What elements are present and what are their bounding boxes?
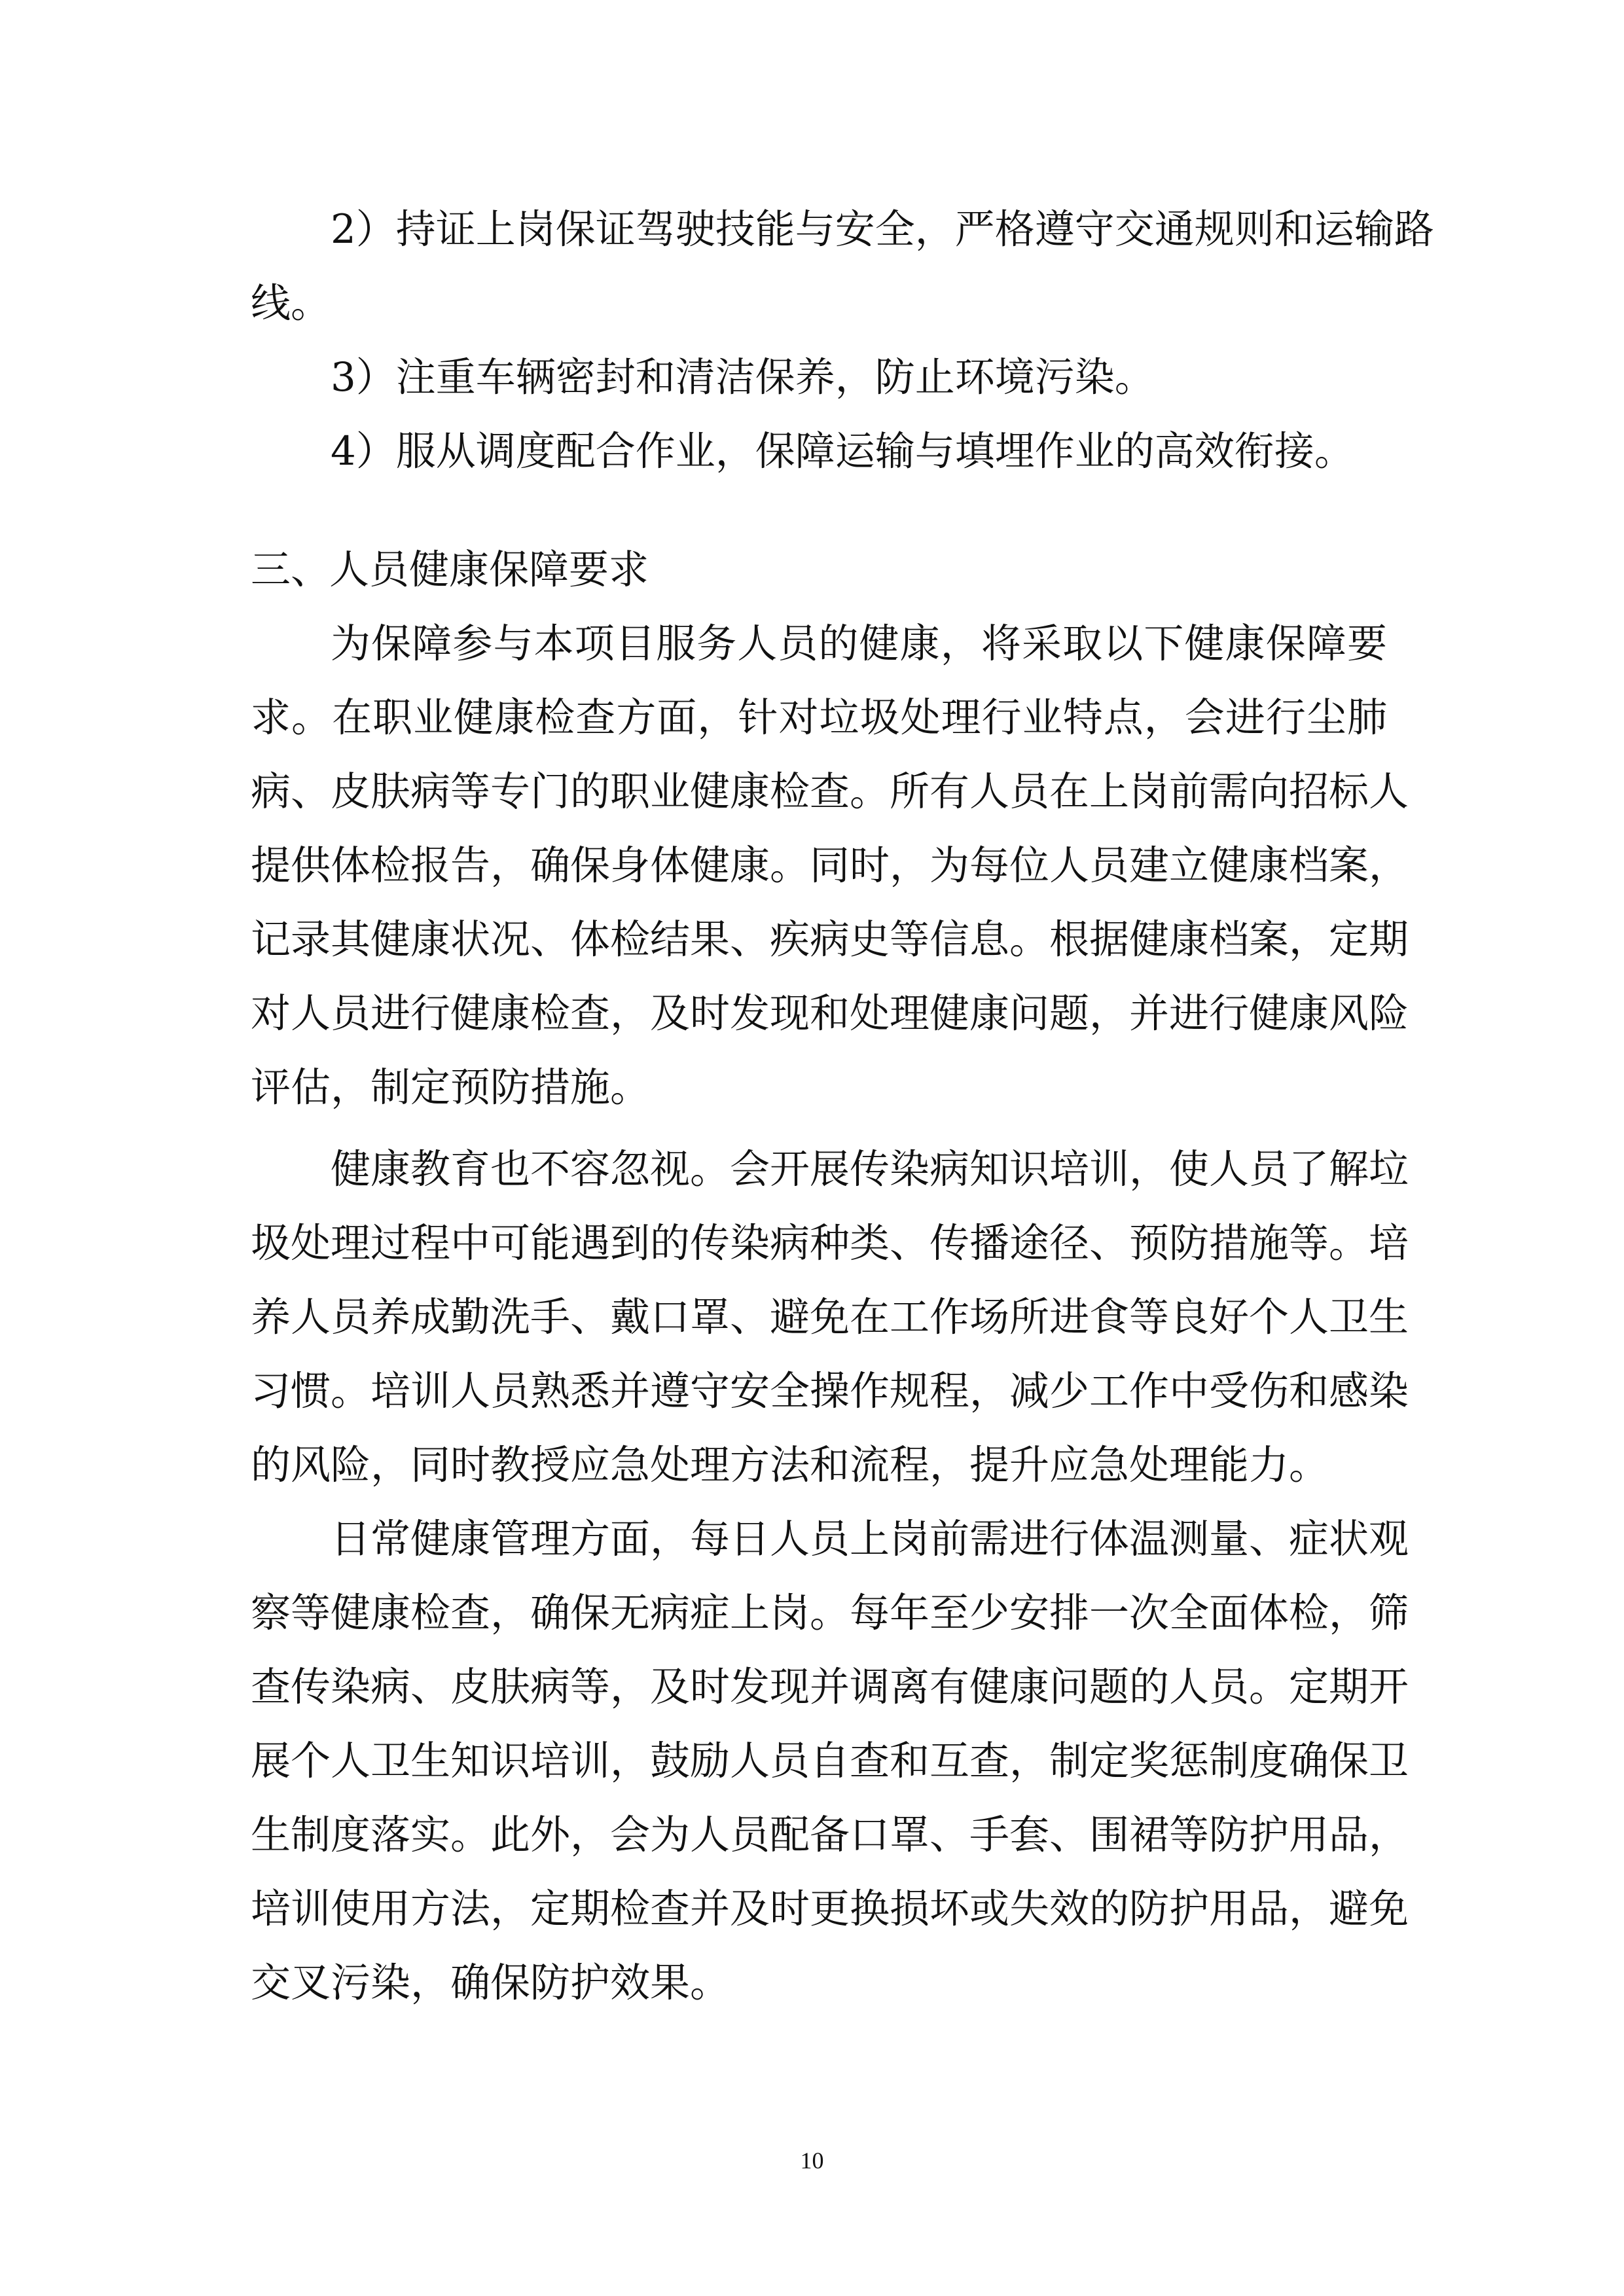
text-line: 培训使用方法，定期检查并及时更换损坏或失效的防护用品，避免 [251,1886,1409,1932]
text-line: 交叉污染，确保防护效果。 [251,1960,731,2006]
document-body [251,192,1434,2020]
text-line: 健康教育也不容忽视。会开展传染病知识培训，使人员了解垃 [331,1146,1409,1193]
text-line: 的风险，同时教授应急处理方法和流程，提升应急处理能力。 [251,1442,1329,1488]
text-line: 对人员进行健康检查，及时发现和处理健康问题，并进行健康风险 [251,990,1409,1037]
list-item-3 [251,340,1387,414]
text-line: 养人员养成勤洗手、戴口罩、避免在工作场所进食等良好个人卫生 [251,1294,1409,1340]
body-paragraph [251,1502,1409,2020]
list-item-2 [251,192,1434,340]
text-line: 记录其健康状况、体检结果、疾病史等信息。根据健康档案，定期 [251,916,1409,963]
section-title: 人员健康保障要求 [329,547,649,593]
list-item-4 [251,414,1387,488]
text-line: 为保障参与本项目服务人员的健康，将采取以下健康保障要 [331,620,1387,667]
text-line: 展个人卫生知识培训，鼓励人员自查和互查，制定奖惩制度确保卫 [251,1738,1409,1784]
text-line: 查传染病、皮肤病等，及时发现并调离有健康问题的人员。定期开 [251,1664,1409,1710]
text-line: 病、皮肤病等专门的职业健康检查。所有人员在上岗前需向招标人 [251,768,1409,815]
text-line: 3）注重车辆密封和清洁保养，防止环境污染。 [331,354,1155,401]
body-paragraph [251,607,1409,1124]
page-number: 10 [800,2147,824,2174]
section-number: 三、 [251,547,331,593]
text-line: 察等健康检查，确保无病症上岗。每年至少安排一次全面体检，筛 [251,1590,1409,1636]
text-line: 4）服从调度配合作业，保障运输与填埋作业的高效衔接。 [331,428,1354,475]
text-line: 评估，制定预防措施。 [251,1064,651,1111]
section-heading [251,533,1387,607]
text-line: 生制度落实。此外，会为人员配备口罩、手套、围裙等防护用品， [251,1812,1409,1858]
text-line: 求。在职业健康检查方面，针对垃圾处理行业特点，会进行尘肺 [251,694,1387,741]
text-line: 2）持证上岗保证驾驶技能与安全，严格遵守交通规则和运输路 [331,206,1434,253]
text-line: 圾处理过程中可能遇到的传染病种类、传播途径、预防措施等。培 [251,1220,1409,1266]
text-line: 提供体检报告，确保身体健康。同时，为每位人员建立健康档案， [251,842,1409,889]
text-line: 线。 [251,280,331,327]
text-line: 习惯。培训人员熟悉并遵守安全操作规程，减少工作中受伤和感染 [251,1368,1409,1414]
body-paragraph [251,1132,1409,1502]
text-line: 日常健康管理方面，每日人员上岗前需进行体温测量、症状观 [331,1516,1409,1562]
